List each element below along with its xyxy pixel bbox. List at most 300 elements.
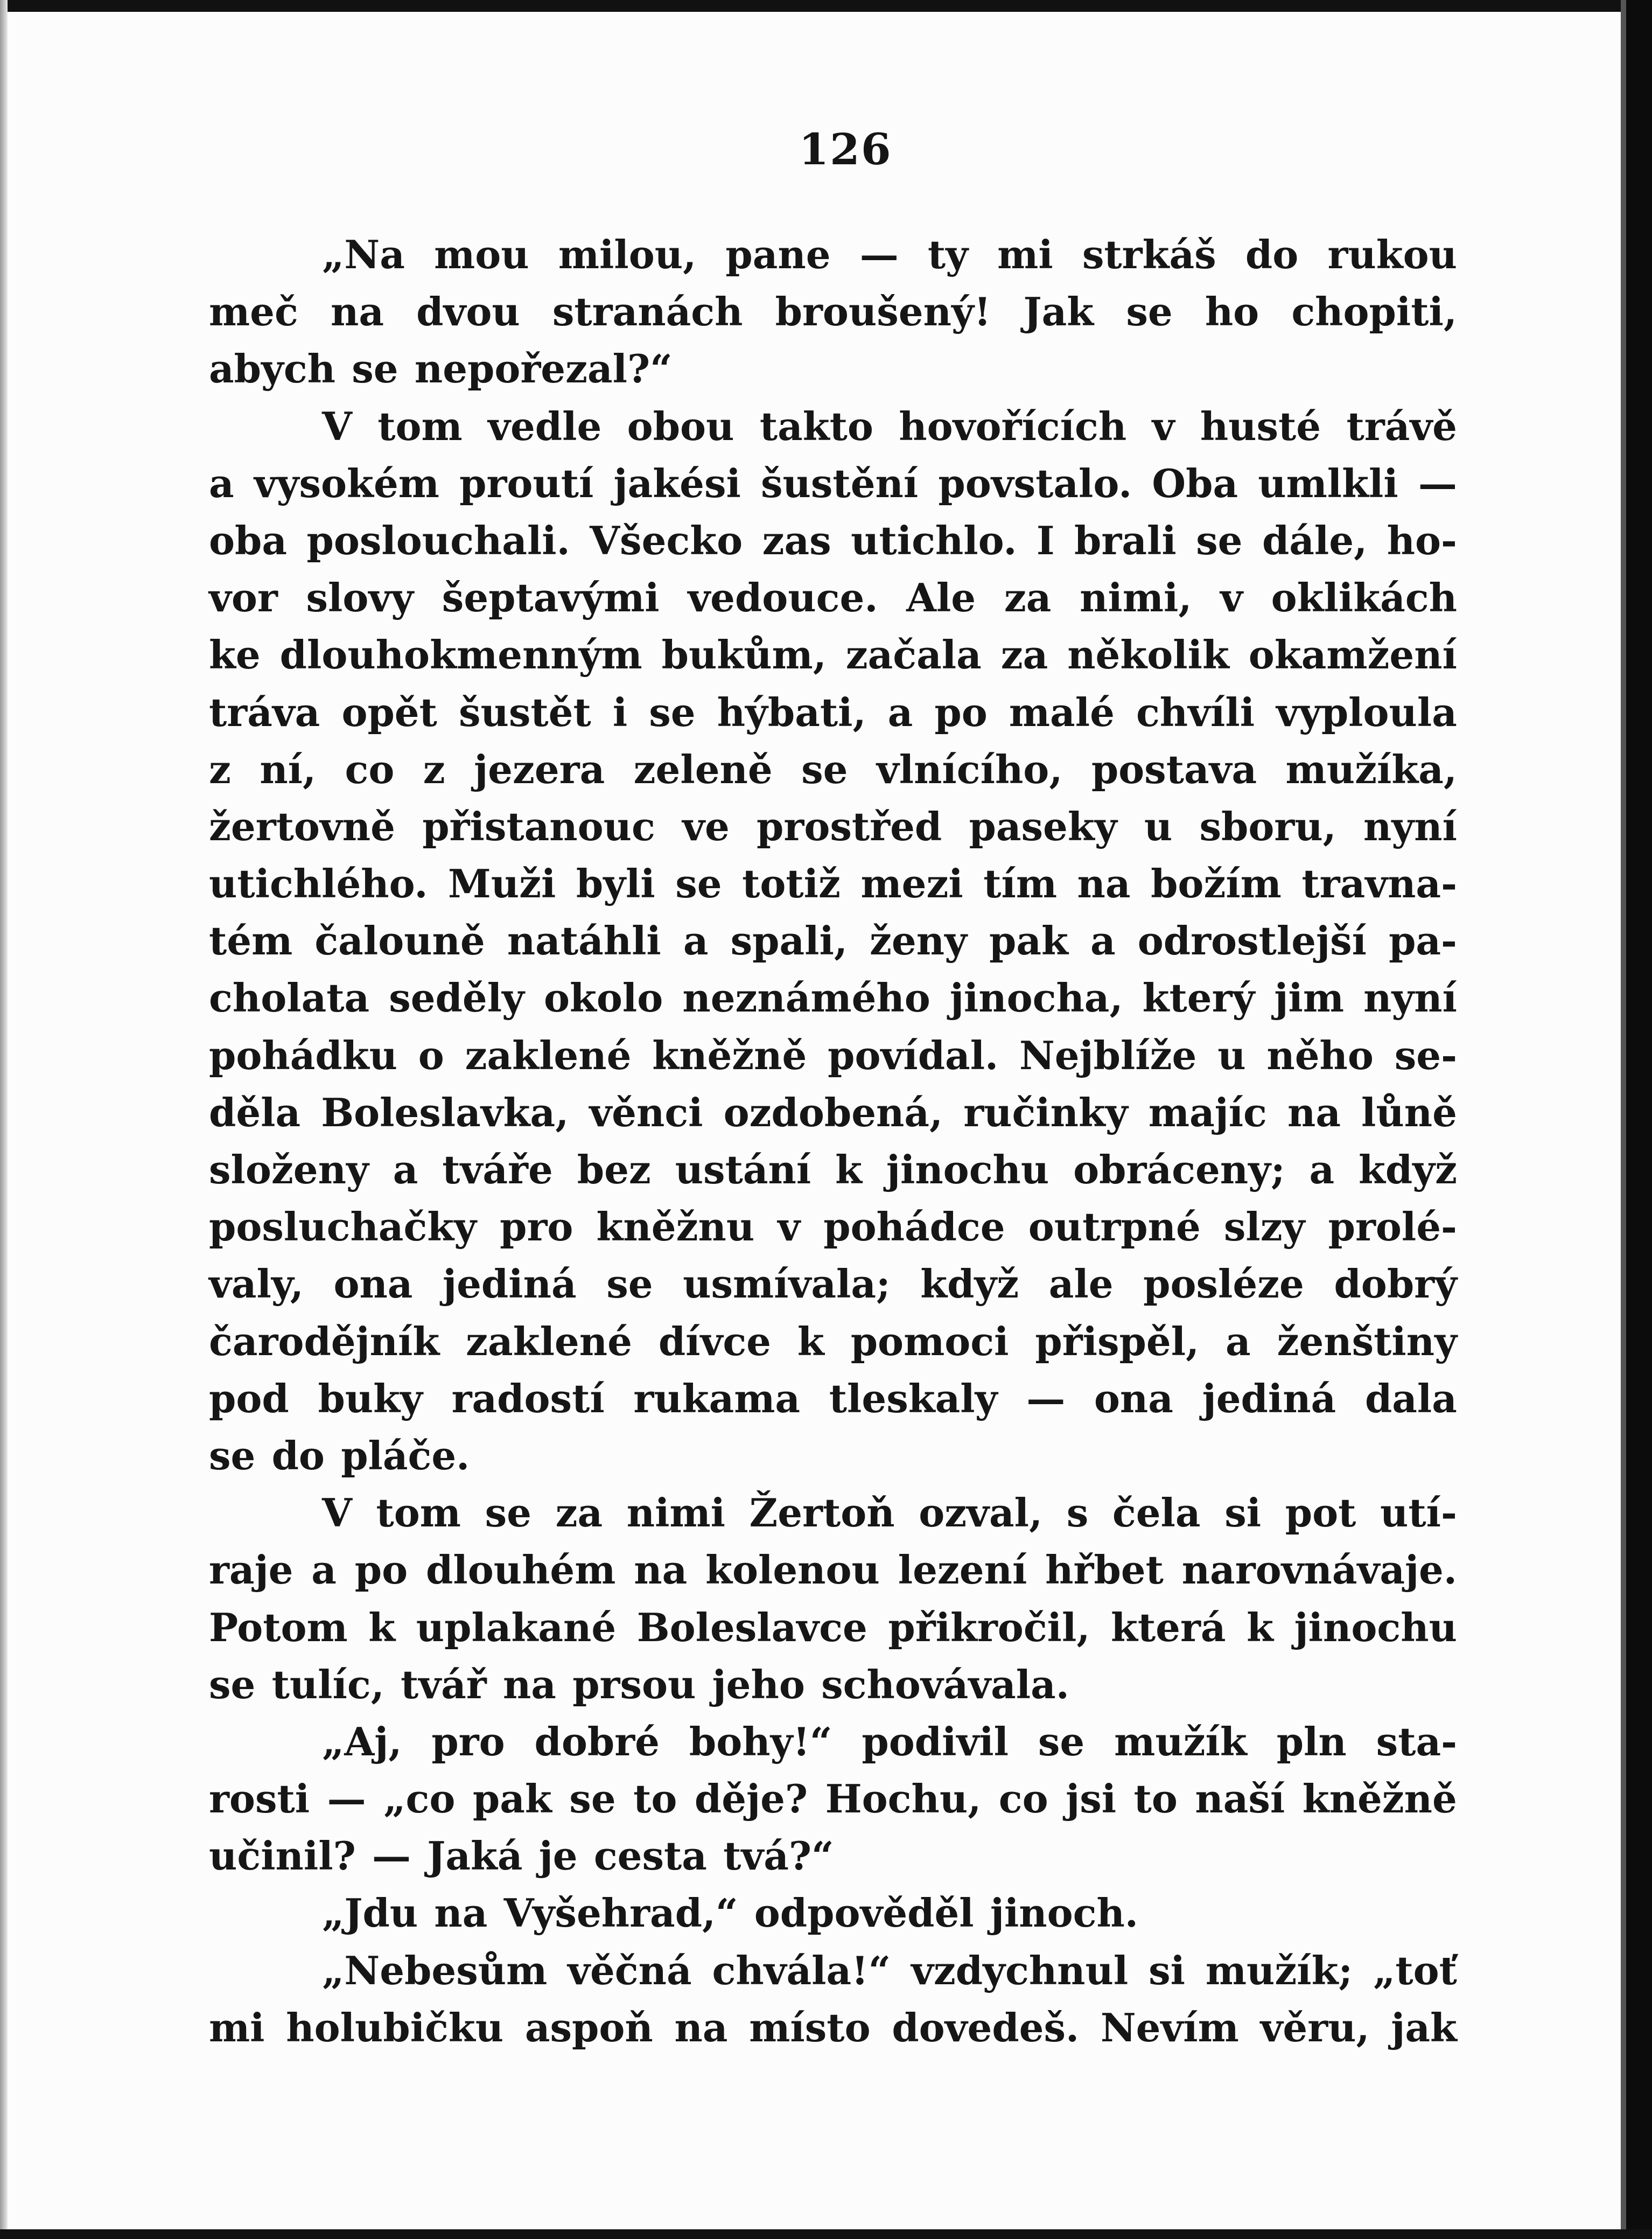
word: jediná: [1202, 1375, 1336, 1421]
word: „Na: [322, 232, 405, 277]
word: jediná: [443, 1261, 577, 1307]
word: chvála!“: [712, 1947, 891, 1993]
word: tom: [376, 1490, 461, 1536]
word: věru,: [1260, 2004, 1370, 2050]
word: —: [1026, 1375, 1066, 1421]
word: co: [998, 1776, 1048, 1822]
word: čalouně: [314, 918, 485, 964]
word: na: [331, 289, 384, 335]
word: rukou: [1327, 232, 1457, 277]
word: to: [1133, 1776, 1178, 1822]
word: a: [1226, 1318, 1251, 1364]
text-line: [209, 340, 1457, 397]
word: cesta: [593, 1833, 707, 1879]
word: spali,: [730, 918, 848, 964]
word: pln: [1276, 1718, 1347, 1764]
word: posluchačky: [209, 1204, 477, 1250]
word: broušený!: [775, 289, 991, 335]
word: tráva: [209, 689, 320, 735]
word: oba: [209, 517, 288, 563]
word: dobrý: [1334, 1261, 1457, 1307]
word: na: [502, 1661, 556, 1707]
word: odpověděl: [754, 1890, 974, 1936]
word: vlnícího,: [876, 746, 1063, 792]
word: se: [352, 346, 398, 392]
word: lůně: [1361, 1089, 1457, 1135]
word: proutí: [459, 460, 594, 506]
word: ručinky: [963, 1089, 1128, 1135]
text-line: [209, 1084, 1457, 1141]
word: se: [209, 1432, 256, 1478]
word: bez: [577, 1147, 651, 1192]
word: Oba: [1152, 460, 1238, 506]
word: a: [887, 689, 913, 735]
text-line: [209, 283, 1457, 340]
word: podivil: [862, 1718, 1009, 1764]
word: utichlo.: [851, 517, 1017, 563]
word: čarodějník: [209, 1318, 440, 1364]
word: mi: [209, 2004, 265, 2050]
word: děla: [209, 1089, 301, 1135]
word: k: [835, 1147, 862, 1192]
word: „Aj,: [322, 1718, 402, 1764]
word: pa-: [1389, 918, 1457, 964]
word: místo: [749, 2004, 871, 2050]
word: slovy: [306, 575, 414, 621]
word: bukům,: [661, 632, 827, 678]
word: ženy: [870, 918, 967, 964]
word: i: [612, 689, 628, 735]
word: Jak: [1023, 289, 1094, 335]
word: jinochu: [886, 1147, 1049, 1192]
word: z: [423, 746, 445, 792]
word: dále,: [1262, 517, 1368, 563]
word: natáhli: [507, 918, 661, 964]
word: ženštiny: [1277, 1318, 1457, 1364]
word: prsou: [572, 1661, 696, 1707]
text-line: [209, 1828, 1457, 1885]
word: uplakané: [416, 1604, 617, 1650]
word: učinil?: [209, 1833, 356, 1879]
word: hovořících: [899, 403, 1127, 449]
word: jeho: [712, 1661, 805, 1707]
word: meč: [209, 289, 298, 335]
word: povstalo.: [938, 460, 1132, 506]
word: zaklené: [465, 1032, 632, 1078]
word: za: [1004, 575, 1052, 621]
word: se: [1038, 1718, 1085, 1764]
word: a: [311, 1547, 337, 1593]
word: Nejblíže: [1019, 1032, 1197, 1078]
word: děje?: [694, 1776, 808, 1822]
word: tvář: [401, 1661, 487, 1707]
word: mi: [997, 232, 1053, 277]
word: když: [920, 1261, 1019, 1307]
word: pak: [989, 918, 1068, 964]
word: vedle: [488, 403, 602, 449]
word: hřbet: [1045, 1547, 1164, 1593]
word: jezera: [474, 746, 605, 792]
word: rukama: [633, 1375, 801, 1421]
word: začala: [845, 632, 982, 678]
word: se: [485, 1490, 531, 1536]
word: totiž: [742, 861, 841, 907]
word: schovávala.: [821, 1661, 1069, 1707]
text-line: [209, 512, 1457, 569]
word: jak: [1391, 2004, 1457, 2050]
word: vzdychnul: [911, 1947, 1129, 1993]
word: tom: [377, 403, 463, 449]
word: V: [322, 1490, 352, 1536]
word: chvíli: [1136, 689, 1255, 735]
word: pohádce: [823, 1204, 1005, 1250]
text-line: [209, 1255, 1457, 1313]
text-line: [209, 1770, 1457, 1828]
text-line: [209, 684, 1457, 741]
text-line: [209, 1198, 1457, 1255]
word: mezi: [860, 861, 963, 907]
word: žertovně: [209, 803, 395, 849]
word: utichlého.: [209, 861, 428, 907]
word: ve: [682, 803, 730, 849]
word: brali: [1074, 517, 1177, 563]
word: lezení: [898, 1547, 1027, 1593]
word: Všecko: [590, 517, 743, 563]
word: kněžně: [1302, 1776, 1457, 1822]
word: o: [418, 1032, 444, 1078]
word: k: [1247, 1604, 1274, 1650]
word: několik: [1067, 632, 1229, 678]
text-line: [209, 226, 1457, 283]
word: tím: [983, 861, 1058, 907]
text-line: [209, 1427, 1457, 1484]
word: Boleslavka,: [321, 1089, 569, 1135]
word: nimi,: [1080, 575, 1192, 621]
word: čela: [1112, 1490, 1201, 1536]
word: v: [1220, 575, 1243, 621]
word: strkáš: [1082, 232, 1216, 277]
text-line: [209, 912, 1457, 969]
word: prolé-: [1328, 1204, 1457, 1250]
word: poslouchali.: [306, 517, 570, 563]
word: stranách: [552, 289, 743, 335]
word: dlouhokmenným: [279, 632, 642, 678]
word: do: [1245, 232, 1299, 277]
word: raje: [209, 1547, 293, 1593]
word: je: [538, 1833, 578, 1879]
word: šeptavými: [442, 575, 660, 621]
word: narovnávaje.: [1181, 1547, 1457, 1593]
word: si: [1224, 1490, 1262, 1536]
text-line: [209, 1141, 1457, 1198]
scan-edge-right: [1626, 0, 1652, 2239]
word: rosti: [209, 1776, 310, 1822]
text-line: [209, 1484, 1457, 1542]
word: ke: [209, 632, 261, 678]
word: sboru,: [1199, 803, 1336, 849]
word: k: [368, 1604, 396, 1650]
word: valy,: [209, 1261, 304, 1307]
word: ozdobená,: [723, 1089, 943, 1135]
text-line: [209, 1999, 1457, 2056]
word: s: [1066, 1490, 1089, 1536]
word: a: [1309, 1147, 1335, 1192]
word: vyploula: [1276, 689, 1457, 735]
scan-edge-bottom: [0, 2229, 1652, 2239]
word: ho-: [1387, 517, 1457, 563]
word: malé: [1009, 689, 1115, 735]
word: neznámého: [682, 975, 930, 1021]
word: pláče.: [341, 1432, 470, 1478]
word: „toť: [1373, 1947, 1457, 1993]
word: co: [345, 746, 395, 792]
word: dívce: [658, 1318, 771, 1364]
word: holubičku: [286, 2004, 504, 2050]
word: se: [569, 1776, 616, 1822]
text-line: [209, 1542, 1457, 1599]
word: v: [1152, 403, 1175, 449]
word: postava: [1091, 746, 1257, 792]
word: se: [1196, 517, 1243, 563]
word: a: [1090, 918, 1116, 964]
word: Nevím: [1100, 2004, 1239, 2050]
text-line: [209, 398, 1457, 455]
word: nimi: [626, 1490, 726, 1536]
word: pane: [725, 232, 831, 277]
word: abych: [209, 346, 336, 392]
word: zeleně: [633, 746, 773, 792]
word: I: [1036, 517, 1055, 563]
word: outrpné: [1028, 1204, 1201, 1250]
text-line: [209, 1313, 1457, 1370]
page-number: 126: [799, 124, 892, 175]
word: pod: [209, 1375, 289, 1421]
word: se: [801, 746, 848, 792]
word: jinocha,: [949, 975, 1123, 1021]
word: a: [209, 460, 234, 506]
word: vysokém: [254, 460, 439, 506]
word: jinochu: [1294, 1604, 1457, 1650]
word: věnci: [589, 1089, 703, 1135]
word: V: [322, 403, 352, 449]
word: dovedeš.: [892, 2004, 1080, 2050]
word: Hochu,: [825, 1776, 982, 1822]
word: radostí: [451, 1375, 605, 1421]
word: si: [1149, 1947, 1185, 1993]
word: mužík: [1114, 1718, 1247, 1764]
word: vor: [209, 575, 278, 621]
word: byli: [576, 861, 655, 907]
word: něho: [1266, 1032, 1374, 1078]
word: nepořezal?“: [414, 346, 673, 392]
word: se-: [1394, 1032, 1457, 1078]
word: na: [434, 1890, 488, 1936]
word: ustání: [675, 1147, 811, 1192]
word: Žertoň: [749, 1490, 895, 1536]
word: přistanouc: [422, 803, 655, 849]
word: oklikách: [1271, 575, 1457, 621]
word: jakési: [613, 460, 741, 506]
word: mou: [434, 232, 529, 277]
word: ní,: [260, 746, 317, 792]
word: zas: [762, 517, 831, 563]
word: paseky: [969, 803, 1117, 849]
word: „Nebesům: [322, 1947, 548, 1993]
scan-edge-top: [0, 0, 1652, 12]
word: se: [675, 861, 722, 907]
word: za: [1000, 632, 1048, 678]
word: ona: [1094, 1375, 1173, 1421]
word: se: [209, 1661, 256, 1707]
word: pot: [1285, 1490, 1356, 1536]
text-line: [209, 569, 1457, 626]
word: na: [1077, 861, 1131, 907]
word: buky: [318, 1375, 423, 1421]
word: Vyšehrad,“: [503, 1890, 738, 1936]
text-line: [209, 798, 1457, 855]
word: seděly: [389, 975, 524, 1021]
word: když: [1359, 1147, 1457, 1192]
text-line: [209, 1656, 1457, 1713]
word: za: [555, 1490, 603, 1536]
word: Muži: [448, 861, 556, 907]
word: nyní: [1363, 975, 1457, 1021]
word: majíc: [1148, 1089, 1267, 1135]
word: obou: [627, 403, 734, 449]
word: posléze: [1143, 1261, 1304, 1307]
word: přispěl,: [1035, 1318, 1200, 1364]
word: ona: [333, 1261, 413, 1307]
word: „Jdu: [322, 1890, 418, 1936]
word: se: [1126, 289, 1173, 335]
word: pomoci: [850, 1318, 1009, 1364]
word: pro: [431, 1718, 505, 1764]
word: Ale: [906, 575, 976, 621]
word: okamžení: [1248, 632, 1457, 678]
word: Boleslavce: [636, 1604, 867, 1650]
word: to: [633, 1776, 677, 1822]
word: —: [859, 232, 899, 277]
word: jinoch.: [990, 1890, 1138, 1936]
word: —: [327, 1776, 366, 1822]
scan-edge-left: [0, 0, 8, 2239]
word: obráceny;: [1073, 1147, 1285, 1192]
word: sta-: [1376, 1718, 1457, 1764]
word: vedouce.: [688, 575, 878, 621]
word: milou,: [558, 232, 697, 277]
word: povídal.: [828, 1032, 999, 1078]
word: se: [606, 1261, 653, 1307]
word: v: [778, 1204, 801, 1250]
word: jsi: [1066, 1776, 1117, 1822]
word: takto: [759, 403, 873, 449]
word: —: [372, 1833, 411, 1879]
word: travna-: [1301, 861, 1457, 907]
word: —: [1418, 460, 1457, 506]
word: do: [271, 1432, 325, 1478]
word: tvá?“: [723, 1833, 834, 1879]
word: ho: [1205, 289, 1259, 335]
word: dobré: [534, 1718, 660, 1764]
word: na: [674, 2004, 728, 2050]
word: tulíc,: [271, 1661, 384, 1707]
word: u: [1217, 1032, 1246, 1078]
word: složeny: [209, 1147, 369, 1192]
word: mužík;: [1205, 1947, 1353, 1993]
word: jim: [1274, 975, 1345, 1021]
text-line: [209, 455, 1457, 512]
text-line: [209, 1027, 1457, 1084]
word: která: [1111, 1604, 1226, 1650]
word: utí-: [1380, 1490, 1457, 1536]
word: se: [649, 689, 696, 735]
text-line: [209, 1942, 1457, 1999]
body-text: [209, 226, 1457, 2056]
word: dlouhém: [426, 1547, 616, 1593]
word: dvou: [416, 289, 520, 335]
word: ale: [1048, 1261, 1114, 1307]
word: přikročil,: [888, 1604, 1090, 1650]
word: na: [1287, 1089, 1341, 1135]
word: mužíka,: [1285, 746, 1457, 792]
text-line: [209, 626, 1457, 683]
word: umlkli: [1258, 460, 1398, 506]
word: „co: [383, 1776, 456, 1822]
word: pak: [472, 1776, 552, 1822]
text-line: [209, 855, 1457, 912]
word: šustění: [761, 460, 919, 506]
word: po: [934, 689, 988, 735]
word: ozval,: [919, 1490, 1043, 1536]
word: k: [797, 1318, 824, 1364]
word: který: [1142, 975, 1255, 1021]
word: po: [354, 1547, 408, 1593]
word: Jaká: [427, 1833, 523, 1879]
word: husté: [1200, 403, 1321, 449]
text-line: [209, 1599, 1457, 1656]
word: cholata: [209, 975, 370, 1021]
word: nyní: [1363, 803, 1457, 849]
word: slzy: [1223, 1204, 1305, 1250]
word: a: [683, 918, 709, 964]
word: naší: [1195, 1776, 1285, 1822]
word: a: [393, 1147, 418, 1192]
word: trávě: [1346, 403, 1457, 449]
scan-edge-right-shadow: [1621, 0, 1626, 2239]
word: hýbati,: [717, 689, 866, 735]
text-line: [209, 969, 1457, 1027]
word: božím: [1151, 861, 1282, 907]
word: opět: [341, 689, 437, 735]
word: u: [1144, 803, 1173, 849]
word: chopiti,: [1291, 289, 1457, 335]
word: ty: [927, 232, 968, 277]
word: tváře: [442, 1147, 553, 1192]
word: pohádku: [209, 1032, 397, 1078]
word: aspoň: [524, 2004, 653, 2050]
word: kněžně: [652, 1032, 807, 1078]
text-line: [209, 1370, 1457, 1427]
word: usmívala;: [683, 1261, 891, 1307]
text-line: [209, 1713, 1457, 1770]
word: kněžnu: [596, 1204, 755, 1250]
word: bohy!“: [689, 1718, 832, 1764]
word: na: [634, 1547, 688, 1593]
word: věčná: [568, 1947, 692, 1993]
word: tém: [209, 918, 293, 964]
word: dala: [1364, 1375, 1457, 1421]
text-line: [209, 741, 1457, 798]
